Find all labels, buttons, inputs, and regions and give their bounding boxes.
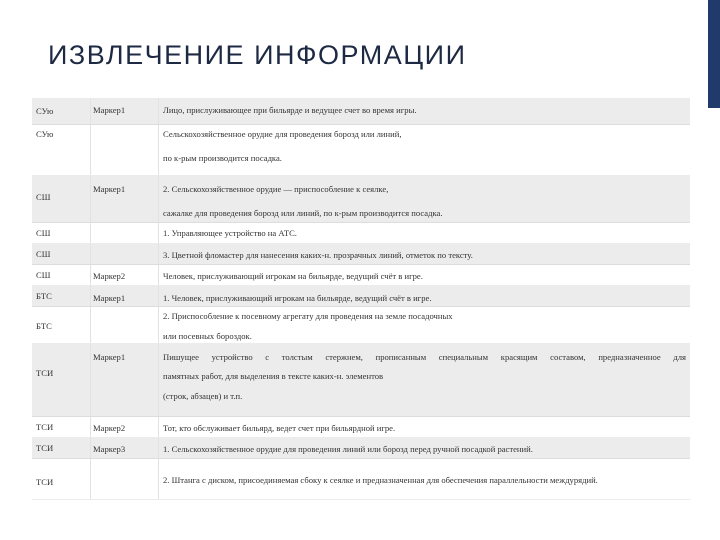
source-cell: СУю <box>36 129 54 139</box>
marker-cell: Маркер1 <box>90 286 158 306</box>
marker-cell: Маркер1 <box>90 344 158 416</box>
definition-line: 3. Цветной фломастер для нанесения каких-н. прозрачных линий, отметок по тексту. <box>163 250 473 260</box>
definition-cell <box>158 307 690 343</box>
definition-line: 1. Управляющее устройство на АТС. <box>163 228 297 238</box>
table-row <box>32 344 690 417</box>
marker-cell <box>90 307 158 343</box>
marker-cell: Маркер1 <box>90 98 158 124</box>
table-row <box>32 307 690 344</box>
definition-cell <box>158 223 690 243</box>
definition-line: Сельскохозяйственное орудие для проведения борозд или линий, <box>163 129 402 139</box>
definition-cell <box>158 125 690 175</box>
marker-cell: Маркер1 <box>90 176 158 222</box>
definition-cell <box>158 265 690 285</box>
table-row <box>32 265 690 286</box>
definition-line: или посевных бороздок. <box>163 331 252 341</box>
definition-cell <box>158 344 690 416</box>
definition-line: Лицо, прислуживающее при бильярде и ведущее счет во время игры. <box>163 105 417 115</box>
table-row <box>32 98 690 125</box>
table-row <box>32 223 690 244</box>
table-row <box>32 417 690 438</box>
table-row <box>32 286 690 307</box>
marker-cell <box>90 459 158 499</box>
definition-line: Тот, кто обслуживает бильярд, ведет счет при бильярдной игре. <box>163 423 396 433</box>
definition-line: 2. Приспособление к посевному агрегату для проведения на земле посадочных <box>163 311 453 321</box>
marker-cell <box>90 244 158 264</box>
definition-line: (строк, абзацев) и т.п. <box>163 391 243 401</box>
source-cell: ТСИ <box>36 368 54 378</box>
source-cell: СУю <box>36 105 54 116</box>
table-row <box>32 459 690 500</box>
definition-cell <box>158 176 690 222</box>
definition-line: 1. Сельскохозяйственное орудие для проведения линий или борозд перед ручной посадкой растений. <box>163 444 533 454</box>
marker-cell <box>90 223 158 243</box>
table-row <box>32 125 690 176</box>
source-cell: СШ <box>36 248 51 259</box>
accent-bar <box>708 0 720 108</box>
marker-cell <box>90 125 158 175</box>
source-cell: СШ <box>36 227 51 238</box>
source-cell: СШ <box>36 192 51 202</box>
definition-cell <box>158 98 690 124</box>
definition-cell <box>158 286 690 306</box>
definition-line: 2. Сельскохозяйственное орудие — приспособление к сеялке, <box>163 184 389 194</box>
definition-line: 2. Штанга с диском, присоединяемая сбоку к сеялке и предназначенная для обеспечения параллельности междурядий. <box>163 475 598 485</box>
definition-line: Человек, прислуживающий игрокам на бильярде, ведущий счёт в игре. <box>163 271 423 281</box>
source-cell: ТСИ <box>36 442 54 453</box>
marker-cell: Маркер2 <box>90 417 158 437</box>
definition-cell <box>158 244 690 264</box>
source-cell: ТСИ <box>36 477 54 487</box>
source-cell: БТС <box>36 290 52 301</box>
definition-line: памятных работ, для выделения в тексте каких-н. элементов <box>163 371 384 381</box>
definition-line: по к-рым производится посадка. <box>163 153 282 163</box>
definition-cell <box>158 438 690 458</box>
definitions-table <box>32 98 690 500</box>
table-row <box>32 438 690 459</box>
marker-cell: Маркер3 <box>90 438 158 458</box>
definition-cell <box>158 417 690 437</box>
table-row <box>32 244 690 265</box>
definition-cell <box>158 459 690 499</box>
source-cell: ТСИ <box>36 421 54 432</box>
table-row <box>32 176 690 223</box>
definition-line: Пишущее устройство с толстым стержнем, прописанным специальным красящим составом, предназначенное для <box>163 352 686 362</box>
page-title: ИЗВЛЕЧЕНИЕ ИНФОРМАЦИИ <box>48 40 467 70</box>
definition-line: сажалке для проведения борозд или линий, по к-рым производится посадка. <box>163 208 443 218</box>
source-cell: СШ <box>36 269 51 280</box>
marker-cell: Маркер2 <box>90 265 158 285</box>
definition-line: 1. Человек, прислуживающий игрокам на бильярде, ведущий счёт в игре. <box>163 293 432 303</box>
source-cell: БТС <box>36 321 52 331</box>
